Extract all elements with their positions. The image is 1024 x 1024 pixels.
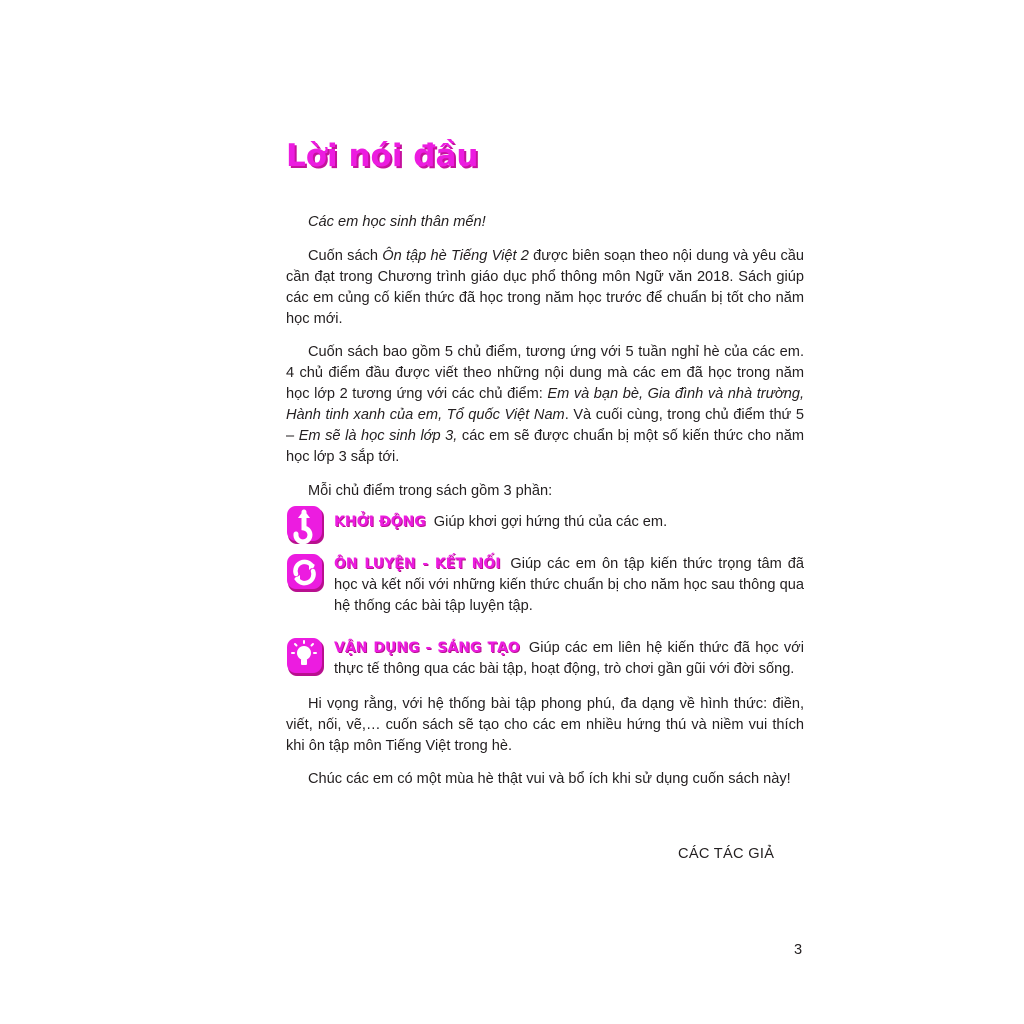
- wish-paragraph: Chúc các em có một mùa hè thật vui và bổ ích khi sử dụng cuốn sách này!: [308, 771, 791, 787]
- section-khoi-dong: [286, 506, 804, 548]
- structure-part2: . Và cuối cùng, trong chủ điểm thứ 5 –: [286, 407, 804, 444]
- topic5: Em sẽ là học sinh lớp 3,: [298, 428, 458, 444]
- section-text: Giúp các em ôn tập kiến thức trọng tâm đã học và kết nối với những kiến thức chuẩn bị cho năm học sau thông qua hệ thống các bài tập luyện tập.: [334, 555, 804, 614]
- section-van-dung-sang-tao: [286, 638, 804, 682]
- page-title: Lời nói đầu: [286, 138, 479, 174]
- greeting: Các em học sinh thân mến!: [308, 214, 486, 230]
- intro-after: được biên soạn theo nội dung và yêu cầu cần đạt trong Chương trình giáo dục phổ thông môn Ngữ văn 2018. Sách giúp các em củng cố kiến thức đã học trong năm học trước để chuẩn bị tốt cho năm học mới.: [286, 247, 804, 327]
- foreword-body: [286, 212, 804, 803]
- section-text: Giúp các em liên hệ kiến thức đã học với thực tế thông qua các bài tập, hoạt động, trò chơi gần gũi với đời sống.: [334, 639, 804, 677]
- section-label: KHỞI ĐỘNG: [334, 513, 426, 530]
- lightbulb-icon: [286, 638, 326, 678]
- hope-paragraph: Hi vọng rằng, với hệ thống bài tập phong phú, đa dạng về hình thức: điền, viết, nối, vẽ,… cuốn sách sẽ tạo cho các em nhiều hứng thú và niềm vui thích khi ôn tập môn Tiếng Việt trong hè.: [286, 695, 804, 754]
- book-title: Ôn tập hè Tiếng Việt 2: [382, 247, 529, 264]
- structure-part1: Cuốn sách bao gồm 5 chủ điểm, tương ứng với 5 tuần nghỉ hè của các em. 4 chủ điểm đầu được viết theo những nội dung mà các em đã học trong năm học lớp 2 tương ứng với các chủ điểm:: [286, 344, 804, 402]
- signature: CÁC TÁC GIẢ: [678, 846, 775, 862]
- parts-intro: Mỗi chủ điểm trong sách gồm 3 phần:: [308, 482, 553, 499]
- structure-part3: các em sẽ được chuẩn bị một số kiến thức cho năm học lớp 3 sắp tới.: [286, 428, 804, 465]
- section-text: Giúp khơi gợi hứng thú của các em.: [433, 513, 668, 530]
- section-on-luyen-ket-noi: [286, 554, 804, 618]
- intro-before: Cuốn sách: [308, 247, 383, 264]
- page-number: 3: [794, 942, 803, 958]
- topics-list: Em và bạn bè, Gia đình và nhà trường, Hành tinh xanh của em, Tổ quốc Việt Nam: [286, 386, 804, 423]
- structure-paragraph: [286, 342, 804, 468]
- intro-paragraph: [286, 246, 804, 330]
- refresh-icon: [286, 554, 326, 594]
- arrow-up-icon: [286, 506, 326, 546]
- section-label: ÔN LUYỆN - KẾT NỐI: [334, 555, 501, 572]
- section-label: VẬN DỤNG - SÁNG TẠO: [334, 639, 520, 656]
